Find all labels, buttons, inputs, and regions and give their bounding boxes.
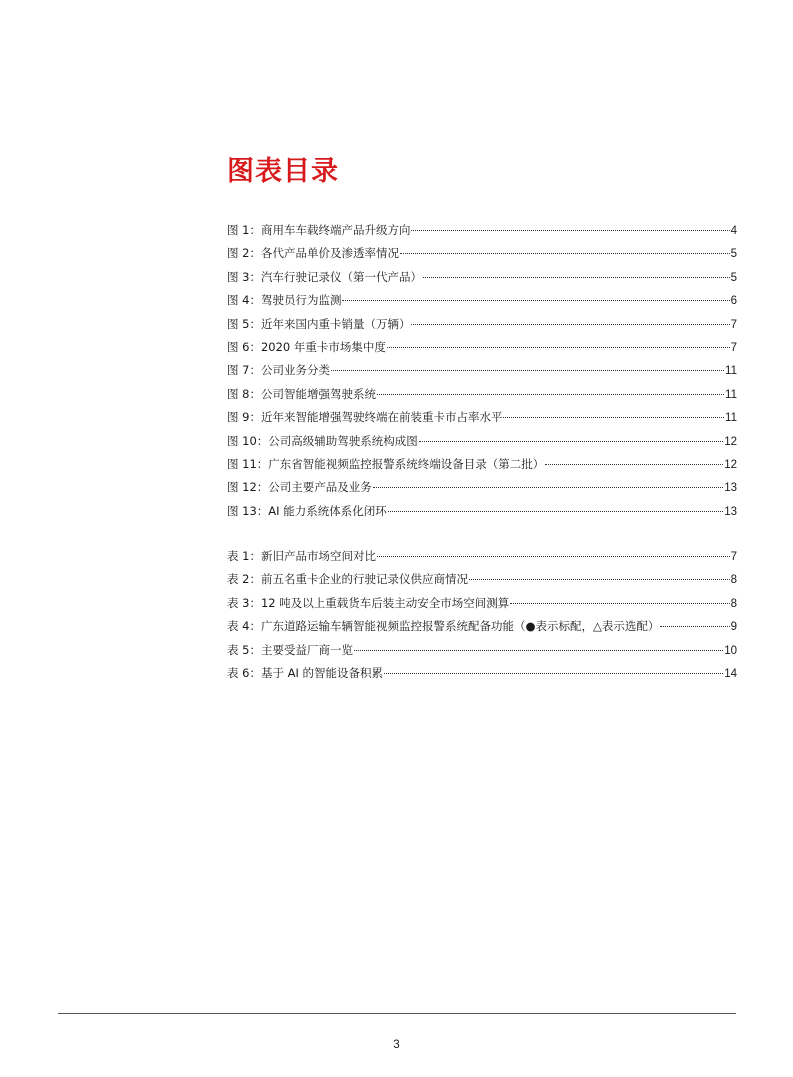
toc-entry-label: 表 2：前五名重卡企业的行驶记录仪供应商情况	[227, 572, 468, 587]
dot-leader	[545, 464, 723, 465]
table-toc-entry[interactable]	[227, 592, 737, 615]
dot-leader	[384, 673, 723, 674]
toc-entry-page: 6	[730, 295, 737, 308]
figure-toc-entry[interactable]	[227, 453, 737, 476]
figure-toc-entry[interactable]	[227, 383, 737, 406]
toc-entry-page: 4	[730, 225, 737, 237]
dot-leader	[387, 347, 730, 348]
toc-entry-label: 图 3：汽车行驶记录仪（第一代产品）	[227, 269, 422, 284]
toc-entry-label: 图 8：公司智能增强驾驶系统	[227, 386, 376, 401]
dot-leader	[419, 441, 723, 442]
page-number: 3	[393, 1039, 400, 1051]
table-toc-list	[227, 545, 737, 685]
toc-entry-page: 14	[724, 667, 737, 680]
dot-leader	[503, 417, 724, 418]
figure-toc-entry[interactable]	[227, 266, 737, 289]
table-toc-entry[interactable]	[227, 662, 737, 685]
toc-entry-page: 5	[730, 248, 737, 261]
figure-toc-entry[interactable]	[227, 430, 737, 453]
dot-leader	[331, 370, 724, 371]
toc-entry-label: 图 10：公司高级辅助驾驶系统构成图	[227, 433, 418, 448]
toc-entry-label: 图 7：公司业务分类	[227, 363, 330, 378]
figure-toc-list	[227, 219, 737, 523]
toc-entry-label: 图 12：公司主要产品及业务	[227, 480, 372, 495]
toc-entry-page: 13	[724, 505, 737, 518]
dot-leader	[423, 277, 730, 278]
dot-leader	[411, 230, 729, 231]
toc-entry-label: 图 9：近年来智能增强驾驶终端在前装重卡市占率水平	[227, 410, 503, 425]
figure-toc-entry[interactable]	[227, 359, 737, 382]
toc-entry-label: 表 5：主要受益厂商一览	[227, 642, 353, 657]
toc-entry-page: 12	[724, 435, 737, 448]
figure-toc-entry[interactable]	[227, 476, 737, 499]
figure-toc-entry[interactable]	[227, 336, 737, 359]
toc-entry-page: 8	[730, 597, 737, 610]
toc-entry-page: 9	[730, 621, 737, 634]
figure-toc-entry[interactable]	[227, 406, 737, 429]
toc-entry-page: 8	[730, 574, 737, 587]
toc-entry-page: 7	[730, 551, 737, 563]
toc-entry-page: 10	[724, 644, 737, 657]
toc-entry-label: 图 11：广东省智能视频监控报警系统终端设备目录（第二批）	[227, 456, 545, 471]
footer-divider	[58, 1013, 736, 1014]
figure-toc-entry[interactable]	[227, 289, 737, 312]
dot-leader	[510, 603, 729, 604]
dot-leader	[342, 300, 729, 301]
toc-entry-page: 7	[730, 341, 737, 354]
toc-entry-page: 5	[730, 271, 737, 284]
toc-entry-page: 11	[725, 365, 737, 378]
dot-leader	[660, 626, 729, 627]
toc-entry-label: 表 6：基于 AI 的智能设备积累	[227, 665, 384, 680]
figure-toc-entry[interactable]	[227, 500, 737, 523]
toc-entry-label: 表 4：广东道路运输车辆智能视频监控报警系统配备功能（●表示标配，△表示选配）	[227, 619, 660, 634]
dot-leader	[469, 579, 730, 580]
toc-entry-label: 图 6：2020 年重卡市场集中度	[227, 339, 386, 354]
table-toc-entry[interactable]	[227, 639, 737, 662]
figure-toc-entry[interactable]	[227, 313, 737, 336]
toc-entry-page: 11	[725, 412, 737, 425]
toc-entry-label: 图 4：驾驶员行为监测	[227, 293, 342, 308]
toc-entry-page: 13	[724, 482, 737, 495]
dot-leader	[354, 650, 723, 651]
toc-entry-page: 11	[725, 388, 737, 401]
toc-entry-label: 图 2：各代产品单价及渗透率情况	[227, 246, 399, 261]
dot-leader	[411, 324, 729, 325]
dot-leader	[400, 253, 730, 254]
toc-entry-page: 7	[730, 318, 737, 331]
toc-entry-label: 表 3：12 吨及以上重载货车后装主动安全市场空间测算	[227, 595, 510, 610]
figure-toc-entry[interactable]	[227, 219, 737, 242]
dot-leader	[388, 511, 724, 512]
page-title: 图表目录	[227, 156, 339, 187]
table-toc-entry[interactable]	[227, 615, 737, 638]
dot-leader	[377, 556, 730, 557]
table-toc-entry[interactable]	[227, 568, 737, 591]
toc-entry-label: 表 1：新旧产品市场空间对比	[227, 549, 376, 563]
toc-entry-label: 图 1：商用车车载终端产品升级方向	[227, 223, 411, 237]
dot-leader	[377, 394, 724, 395]
toc-entry-label: 图 13：AI 能力系统体系化闭环	[227, 503, 387, 518]
toc-entry-label: 图 5：近年来国内重卡销量（万辆）	[227, 316, 411, 331]
table-toc-entry[interactable]	[227, 545, 737, 568]
figure-toc-entry[interactable]	[227, 242, 737, 265]
toc-entry-page: 12	[724, 458, 737, 471]
dot-leader	[373, 487, 723, 488]
